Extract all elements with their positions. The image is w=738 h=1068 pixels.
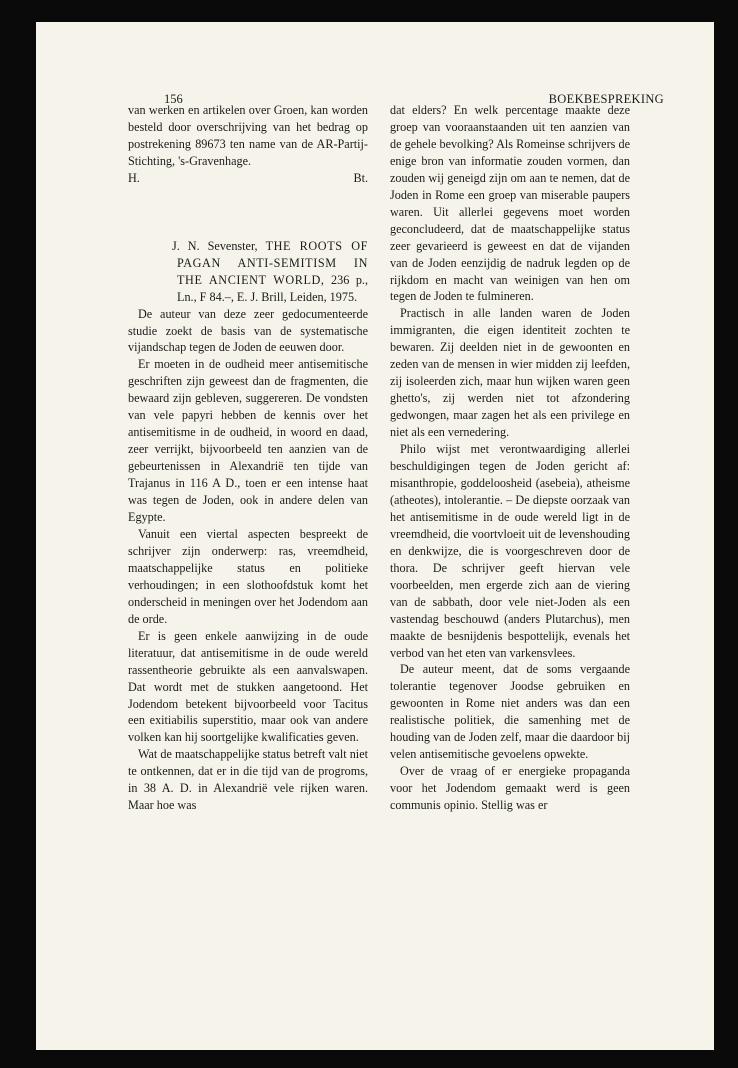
left-column: [128, 102, 368, 814]
paragraph: Er moeten in de oudheid meer antisemitische geschriften zijn geweest dan de fragmenten, die bewaard zijn gebleven, suggereren. De vondsten van vele papyri hebben de kennis over het antisemitisme in de oudheid, in woord en daad, zeer verrijkt, bijvoorbeeld ten aanzien van de gebeurtenissen in Alexandrië ten tijde van Trajanus in 116 A D., toen er een intense haat was tegen de Joden, ook in andere delen van Egypte.: [128, 357, 368, 525]
intro-paragraph: van werken en artikelen over Groen, kan worden besteld door overschrijving van het bedrag op postrekening 89673 ten name van de AR-Partij-Stichting, 's-Gravenhage.: [128, 103, 368, 168]
book-reference: [172, 238, 368, 306]
paragraph: Er is geen enkele aanwijzing in de oude literatuur, dat antisemitisme in de oude wereld rassentheorie gebruikte als een aanvalswapen. Dat wordt met de stukken aangetoond. Het Jodendom betekent bijvoorbeeld voor Tacitus een exitiabilis superstitio, maar ook van andere volken kan hij soortgelijke kwalificaties geven.: [128, 628, 368, 745]
paragraph: De auteur meent, dat de soms vergaande tolerantie tegenover Joodse gebruiken en gewoonten in Rome niet anders was dan een realistische politiek, die samenhing met de houding van de Joden zelf, maar die daardoor bij velen antisemitische gevoelens opwekte.: [390, 662, 630, 762]
page-number: 156: [164, 92, 183, 106]
paragraph: dat elders? En welk percentage maakte deze groep van vooraanstaanden uit ten aanzien van de gehele bevolking? Als Romeinse schrijvers de enige bron van informatie zouden vormen, dan zouden wij geneigd zijn om aan te nemen, dat de Joden in Rome een groep van miserable paupers waren. Uit allerlei gegevens moet worden geconcludeerd, dat de maatschappelijke status zeer gevarieerd is geweest en dat de vijanden van de Joden eenzijdig de nadruk legden op de rijkdom en macht van weinigen van hen om tegen de Joden te fulmineren.: [390, 103, 630, 304]
paragraph: Over de vraag of er energieke propaganda voor het Jodendom gemaakt werd is geen communis opinio. Stellig was er: [390, 764, 630, 813]
signature-abbrev: Bt.: [353, 170, 368, 185]
book-title: THE ROOTS OF PAGAN ANTI-SEMITISM IN THE ANCIENT WORLD,: [177, 238, 368, 287]
paragraph: Vanuit een viertal aspecten bespreekt de schrijver zijn onderwerp: ras, vreemdheid, maatschappelijke status en politieke verhoudingen; in een slothoofdstuk komt het onderscheid in meningen over het Jodendom aan de orde.: [128, 526, 368, 626]
paragraph: Wat de maatschappelijke status betreft valt niet te ontkennen, dat er in die tijd van de progroms, in 38 A. D. in Alexandrië vele rijken waren. Maar hoe was: [128, 747, 368, 813]
book-details: 236 p., Ln., F 84.–, E. J. Brill, Leiden, 1975.: [177, 272, 368, 304]
paragraph: Philo wijst met verontwaardiging allerlei beschuldigingen tegen de Joden gericht af: misanthropie, goddeloosheid (asebeia), atheisme (atheotes), intolerantie. – De diepste oorzaak van het antisemitisme in de oude wereld ligt in de vreemdheid, die voortvloeit uit de levenshouding en denkwijze, die is voorgeschreven door de thora. De schrijver geeft hiervan vele voorbeelden, men ergerde zich aan de viering van de sabbath, door vele niet-Joden als een vastendag beschouwd (anders Plutarchus), men maakte de besnijdenis bespottelijk, evenals het verbod van het eten van varkensvlees.: [390, 442, 630, 660]
right-column: [390, 102, 630, 814]
signature-line: [128, 170, 368, 187]
paragraph: Practisch in alle landen waren de Joden immigranten, die eigen identiteit zochten te bewaren. Zij deelden niet in de gewoonten en zeden van de mensen in wier midden zij leefden, zij isoleerden zich, maar hun wijken waren geen ghetto's, zij werden niet tot afzondering gedwongen, maar zagen het als een privilege en niet als een vernedering.: [390, 306, 630, 440]
book-author: J. N. Sevenster,: [172, 238, 258, 253]
paragraph: De auteur van deze zeer gedocumenteerde studie zoekt de basis van de systematische vijandschap tegen de Joden de eeuwen door.: [128, 306, 368, 355]
running-title: BOEKBESPREKING: [548, 92, 664, 106]
signature-initial: H.: [128, 170, 140, 185]
